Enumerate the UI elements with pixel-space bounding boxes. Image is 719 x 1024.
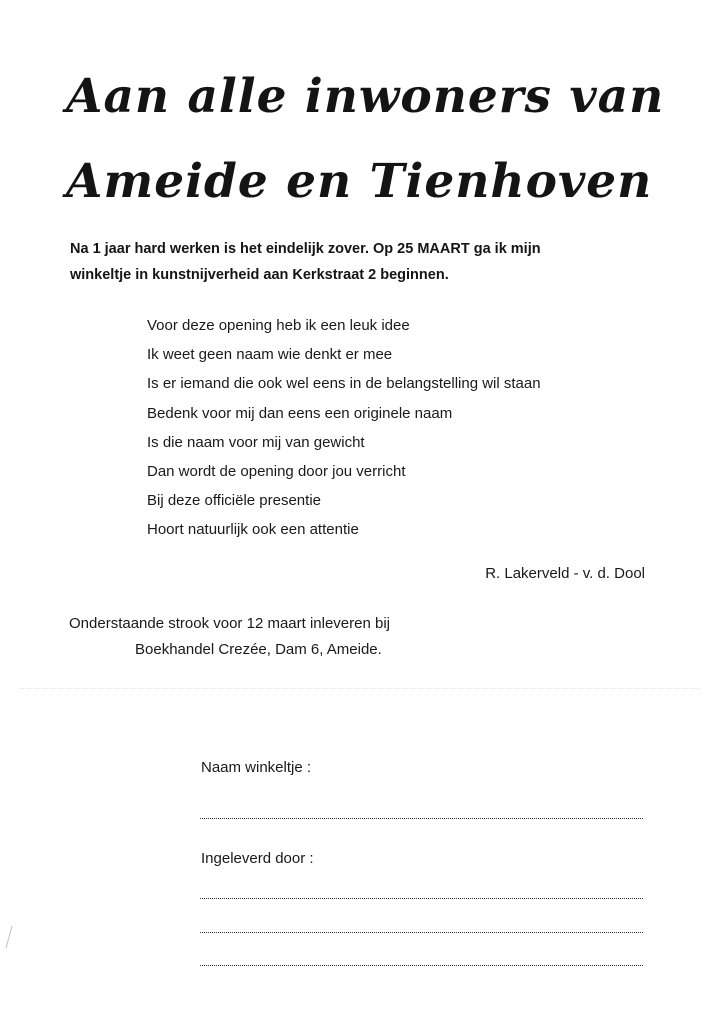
shop-name-label: Naam winkeltje : <box>201 759 312 776</box>
instructions <box>69 611 629 663</box>
poem-line: Is er iemand die ook wel eens in de belangstelling wil staan <box>147 375 541 393</box>
intro-paragraph <box>70 236 660 288</box>
poem-line: Ik weet geen naam wie denkt er mee <box>147 346 393 364</box>
poem-line: Voor deze opening heb ik een leuk idee <box>147 317 410 334</box>
poem-line: Bedenk voor mij dan eens een originele naam <box>147 404 453 422</box>
intro-line-2: winkeltje in kunstnijverheid aan Kerkstraat 2 beginnen. <box>70 267 449 283</box>
poem <box>147 311 667 545</box>
submitted-by-write-line[interactable] <box>200 898 643 899</box>
shop-name-write-line[interactable] <box>200 818 643 819</box>
submitted-by-write-line[interactable] <box>200 965 643 966</box>
poem-line: Hoort natuurlijk ook een attentie <box>147 521 359 539</box>
poem-line: Bij deze officiële presentie <box>147 492 321 510</box>
cut-line <box>20 688 700 689</box>
heading-line-2: Ameide en Tienhoven <box>66 154 653 209</box>
instructions-line-2: Boekhandel Crezée, Dam 6, Ameide. <box>135 641 382 658</box>
submitted-by-write-line[interactable] <box>200 932 643 933</box>
intro-line-1: Na 1 jaar hard werken is het eindelijk zover. Op 25 MAART ga ik mijn <box>70 241 541 257</box>
poem-line: Dan wordt de opening door jou verricht <box>147 463 406 481</box>
signature: R. Lakerveld - v. d. Dool <box>485 565 645 582</box>
instructions-line-1: Onderstaande strook voor 12 maart inleveren bij <box>69 615 391 632</box>
poem-line: Is die naam voor mij van gewicht <box>147 433 365 451</box>
submitted-by-label: Ingeleverd door : <box>201 850 314 867</box>
pencil-mark <box>4 925 14 949</box>
heading-line-1: Aan alle inwoners van <box>66 69 665 124</box>
